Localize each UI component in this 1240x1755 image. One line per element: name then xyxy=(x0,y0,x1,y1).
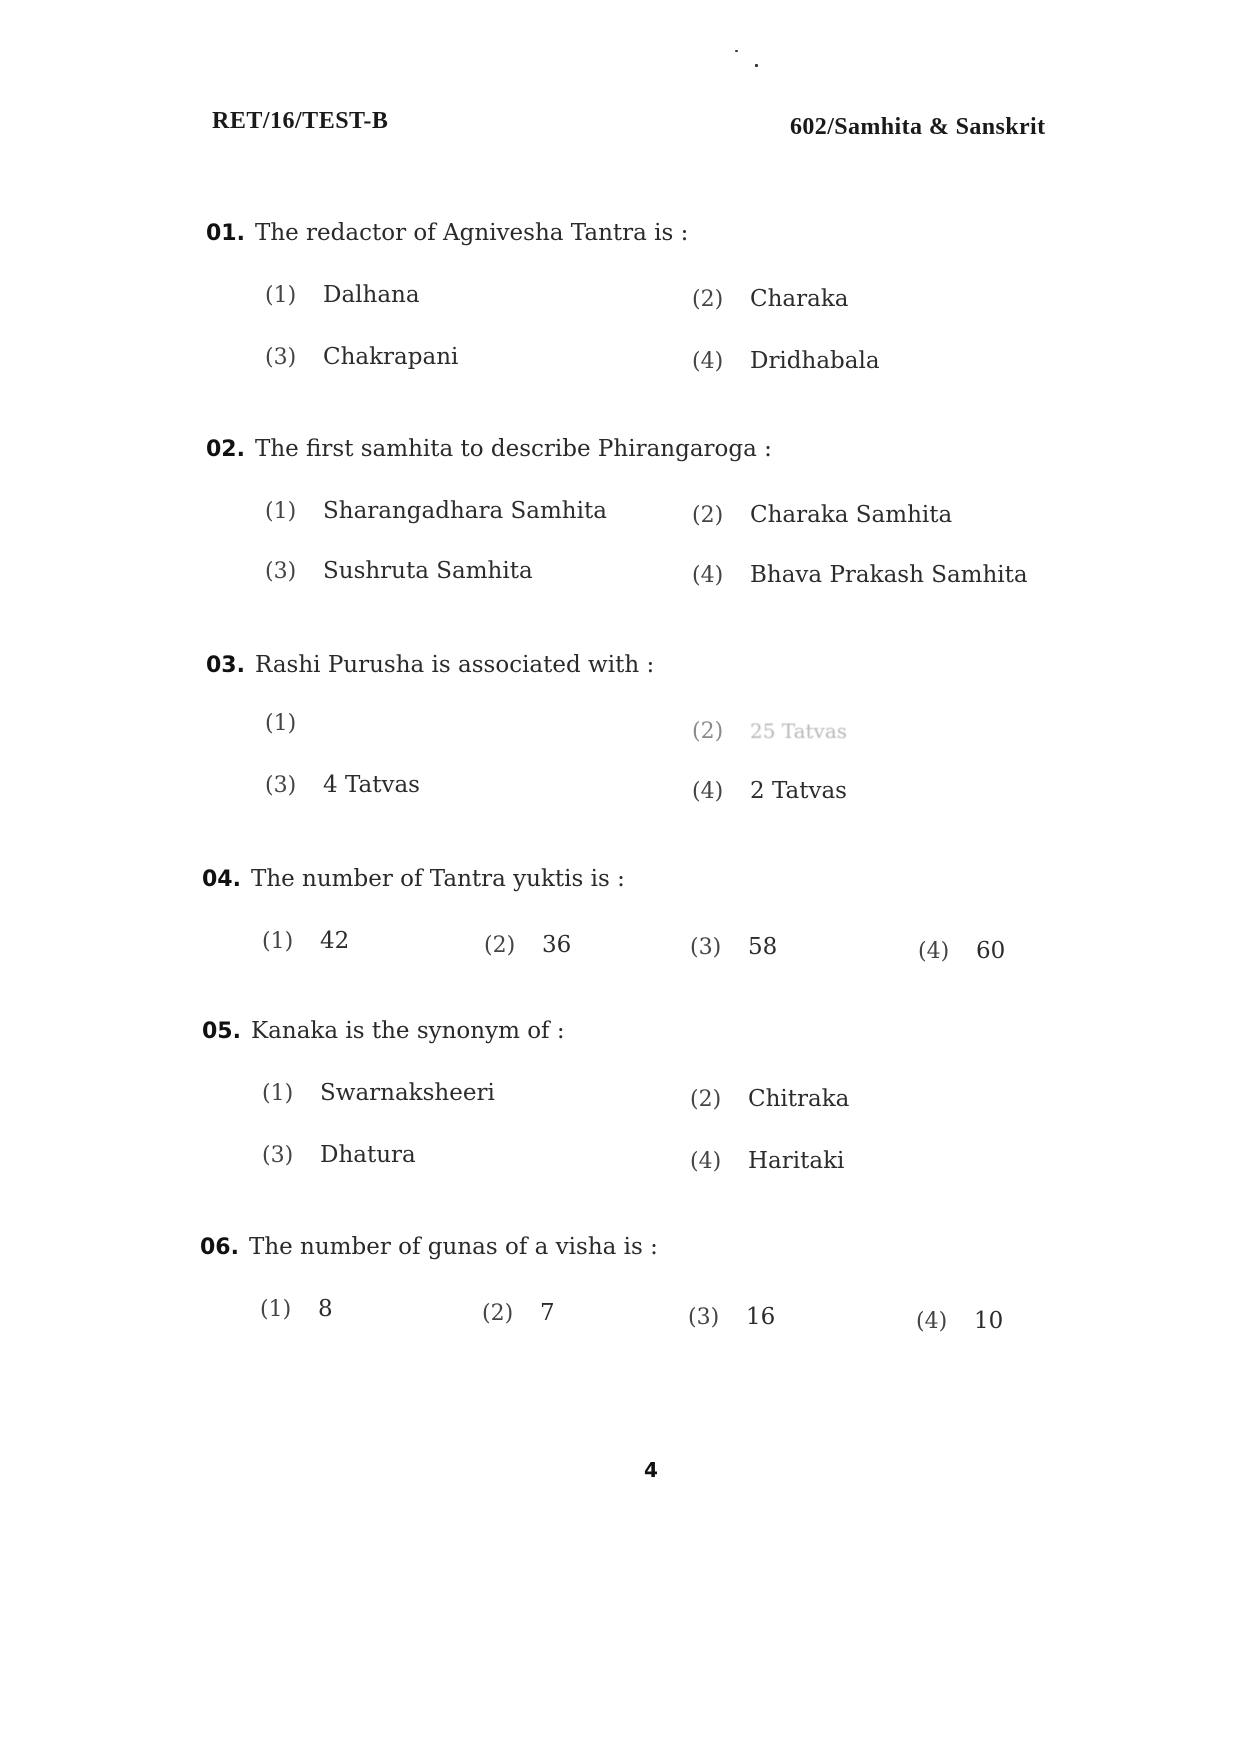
option-number: (3) xyxy=(265,559,297,584)
option-number: (1) xyxy=(265,499,297,524)
question-number: 02. xyxy=(206,437,245,462)
option-4 xyxy=(692,562,1028,588)
question-number: 04. xyxy=(202,867,241,892)
option-1 xyxy=(265,282,420,308)
question-text: The first samhita to describe Phirangaroga : xyxy=(254,436,772,462)
option-number: (4) xyxy=(692,779,724,804)
option-number: (1) xyxy=(262,1081,294,1106)
option-2 xyxy=(692,718,847,744)
question-text: The number of Tantra yuktis is : xyxy=(250,866,625,892)
question-stem xyxy=(206,652,654,678)
option-3 xyxy=(688,1304,775,1330)
option-1 xyxy=(265,710,323,736)
option-text: 10 xyxy=(974,1308,1004,1334)
option-text: Bhava Prakash Samhita xyxy=(750,562,1028,588)
option-text: 36 xyxy=(542,932,572,958)
option-1 xyxy=(265,498,607,524)
option-text: 7 xyxy=(540,1300,555,1326)
page-number: 4 xyxy=(644,1458,658,1482)
option-1 xyxy=(262,928,349,954)
option-text: Sushruta Samhita xyxy=(323,558,533,584)
question-number: 06. xyxy=(200,1235,239,1260)
option-2 xyxy=(692,502,952,528)
question-text: Kanaka is the synonym of : xyxy=(250,1018,565,1044)
option-text: Sharangadhara Samhita xyxy=(323,498,607,524)
question-number: 01. xyxy=(206,221,245,246)
option-4 xyxy=(692,348,880,374)
scan-speck xyxy=(735,50,738,52)
option-1 xyxy=(260,1296,333,1322)
option-text: Dalhana xyxy=(323,282,420,308)
option-text: Charaka Samhita xyxy=(750,502,953,528)
option-text: 4 Tatvas xyxy=(323,772,420,798)
option-number: (2) xyxy=(692,287,724,312)
option-text: 2 Tatvas xyxy=(750,778,847,804)
option-1 xyxy=(262,1080,495,1106)
option-number: (1) xyxy=(265,283,297,308)
option-text: 25 Tatvas xyxy=(750,719,848,743)
question-text: The redactor of Agnivesha Tantra is : xyxy=(254,220,689,246)
option-number: (4) xyxy=(690,1149,722,1174)
option-number: (2) xyxy=(692,719,724,744)
question-stem xyxy=(206,220,688,246)
option-number: (2) xyxy=(692,503,724,528)
option-text: 8 xyxy=(318,1296,333,1322)
option-number: (1) xyxy=(262,929,294,954)
option-number: (4) xyxy=(918,939,950,964)
exam-code: RET/16/TEST-B xyxy=(212,108,389,134)
option-text: 58 xyxy=(748,934,778,960)
option-3 xyxy=(265,558,533,584)
option-number: (4) xyxy=(692,563,724,588)
option-text: Dridhabala xyxy=(750,348,880,374)
scan-speck xyxy=(755,64,758,67)
option-text: Dhatura xyxy=(320,1142,416,1168)
option-3 xyxy=(262,1142,416,1168)
option-number: (3) xyxy=(688,1305,720,1330)
question-number: 03. xyxy=(206,653,245,678)
option-2 xyxy=(482,1300,555,1326)
option-number: (3) xyxy=(265,345,297,370)
question-text: Rashi Purusha is associated with : xyxy=(254,652,655,678)
option-text: Haritaki xyxy=(748,1148,845,1174)
option-text: 16 xyxy=(746,1304,776,1330)
option-number: (1) xyxy=(265,711,297,736)
question-number: 05. xyxy=(202,1019,241,1044)
question-stem xyxy=(200,1234,658,1260)
option-text: 60 xyxy=(976,938,1006,964)
option-number: (2) xyxy=(484,933,516,958)
option-4 xyxy=(692,778,847,804)
option-4 xyxy=(918,938,1005,964)
option-number: (3) xyxy=(690,935,722,960)
option-number: (2) xyxy=(690,1087,722,1112)
option-3 xyxy=(690,934,777,960)
option-number: (2) xyxy=(482,1301,514,1326)
option-text: Charaka xyxy=(750,286,849,312)
option-text: 42 xyxy=(320,928,350,954)
option-number: (1) xyxy=(260,1297,292,1322)
question-text: The number of gunas of a visha is : xyxy=(248,1234,658,1260)
option-text: Chakrapani xyxy=(323,344,459,370)
option-number: (4) xyxy=(692,349,724,374)
option-number: (4) xyxy=(916,1309,948,1334)
option-4 xyxy=(916,1308,1003,1334)
option-2 xyxy=(690,1086,849,1112)
option-2 xyxy=(484,932,571,958)
option-number: (3) xyxy=(265,773,297,798)
option-3 xyxy=(265,772,420,798)
option-text: Chitraka xyxy=(748,1086,850,1112)
option-4 xyxy=(690,1148,844,1174)
question-stem xyxy=(202,866,625,892)
option-3 xyxy=(265,344,458,370)
option-2 xyxy=(692,286,848,312)
subject-title: 602/Samhita & Sanskrit xyxy=(790,114,1046,140)
question-stem xyxy=(206,436,772,462)
option-text: Swarnaksheeri xyxy=(320,1080,495,1106)
option-number: (3) xyxy=(262,1143,294,1168)
question-stem xyxy=(202,1018,565,1044)
